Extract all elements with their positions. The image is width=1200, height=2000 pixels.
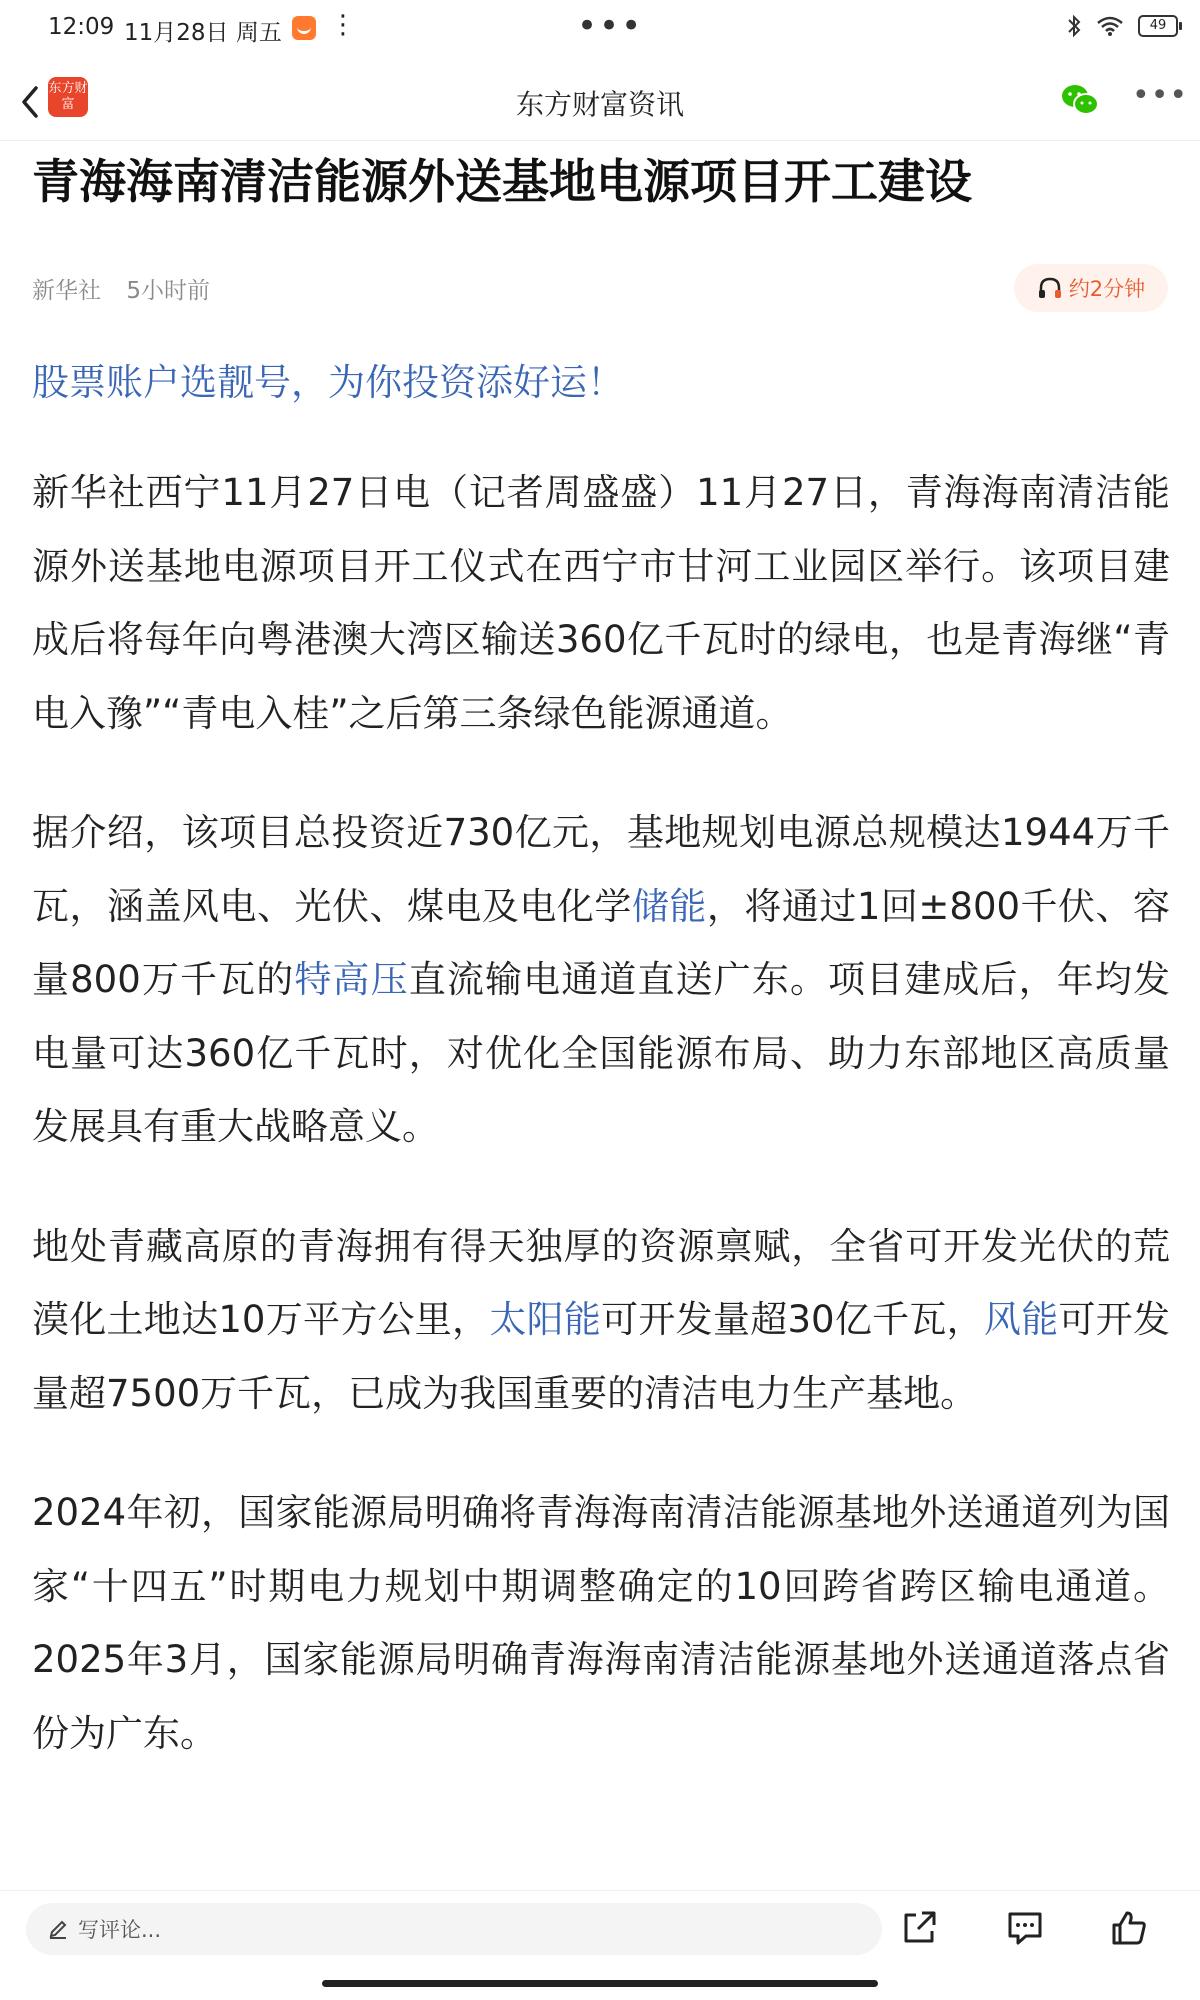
wechat-icon[interactable] xyxy=(1060,82,1100,118)
status-indicators xyxy=(1066,14,1178,38)
link-wind[interactable]: 风能 xyxy=(983,1298,1059,1341)
battery-icon: 49 xyxy=(1138,15,1178,37)
paragraph-text: 据介绍，该项目总投资近730亿元，基地规划电源总规模达1944万千瓦，涵盖风电、光伏、煤电及电化学 xyxy=(32,811,1170,928)
bottom-action-bar xyxy=(0,1890,1200,1961)
article-headline: 青海海南清洁能源外送基地电源项目开工建设 xyxy=(32,155,972,210)
share-icon[interactable] xyxy=(900,1909,938,1947)
link-uhv[interactable]: 特高压 xyxy=(294,958,409,1001)
paragraph-text: 直流输电通道直送广东。项目建成后，年均发电量可达360亿千瓦时，对优化全国能源布局、助力东部地区高质量发展具有重大战略意义。 xyxy=(32,958,1171,1148)
home-indicator[interactable] xyxy=(322,1980,878,1987)
wifi-icon xyxy=(1096,15,1124,37)
thumbs-up-icon[interactable] xyxy=(1110,1909,1148,1947)
headphones-icon xyxy=(1037,276,1063,300)
nav-bar xyxy=(0,62,1200,141)
app-notification-icon xyxy=(292,16,316,40)
pen-icon xyxy=(48,1919,68,1939)
listen-duration: 约2分钟 xyxy=(1068,277,1146,301)
comment-input[interactable] xyxy=(26,1903,882,1955)
paragraph-text: ，将通过1回±800千伏、容量800万千瓦的 xyxy=(32,884,1171,1001)
paragraph-text: 可开发量超30亿千瓦， xyxy=(601,1298,984,1341)
status-time: 12:09 xyxy=(48,14,115,40)
promo-link[interactable]: 股票账户选靓号，为你投资添好运！ xyxy=(32,361,624,404)
paragraph-3 xyxy=(32,1210,1170,1431)
article-source: 新华社 xyxy=(32,278,101,304)
paragraph-text: 可开发量超7500万千瓦，已成为我国重要的清洁电力生产基地。 xyxy=(32,1298,1171,1415)
listen-button[interactable] xyxy=(1014,264,1168,312)
paragraph-2 xyxy=(32,796,1170,1164)
article-time: 5小时前 xyxy=(126,278,210,304)
article-meta xyxy=(32,272,228,305)
window-handle-icon[interactable]: ••• xyxy=(577,6,644,46)
notification-more-icon: ⋮ xyxy=(330,10,357,40)
link-solar[interactable]: 太阳能 xyxy=(489,1298,602,1341)
comment-placeholder: 写评论... xyxy=(78,1918,162,1942)
more-icon[interactable]: ••• xyxy=(1132,78,1189,113)
bluetooth-icon xyxy=(1066,14,1082,38)
paragraph-text: 地处青藏高原的青海拥有得天独厚的资源禀赋，全省可开发光伏的荒漠化土地达10万平方公里， xyxy=(32,1224,1170,1341)
page-title: 东方财富资讯 xyxy=(515,88,684,121)
app-logo: 东方财富 xyxy=(48,77,88,117)
article-body xyxy=(32,456,1170,1816)
paragraph-1: 新华社西宁11月27日电（记者周盛盛）11月27日，青海海南清洁能源外送基地电源项目开工仪式在西宁市甘河工业园区举行。该项目建成后将每年向粤港澳大湾区输送360亿千瓦时的绿电，也是青海继“青电入豫”“青电入桂”之后第三条绿色能源通道。 xyxy=(32,471,1170,735)
comment-icon[interactable] xyxy=(1006,1909,1044,1947)
paragraph-4: 2024年初，国家能源局明确将青海海南清洁能源基地外送通道列为国家“十四五”时期电力规划中期调整确定的10回跨省跨区输电通道。2025年3月，国家能源局明确青海海南清洁能源基地外送通道落点省份为广东。 xyxy=(32,1491,1170,1755)
status-date: 11月28日 周五 xyxy=(124,20,282,46)
status-bar xyxy=(0,0,1200,58)
link-energy-storage[interactable]: 储能 xyxy=(631,884,707,928)
